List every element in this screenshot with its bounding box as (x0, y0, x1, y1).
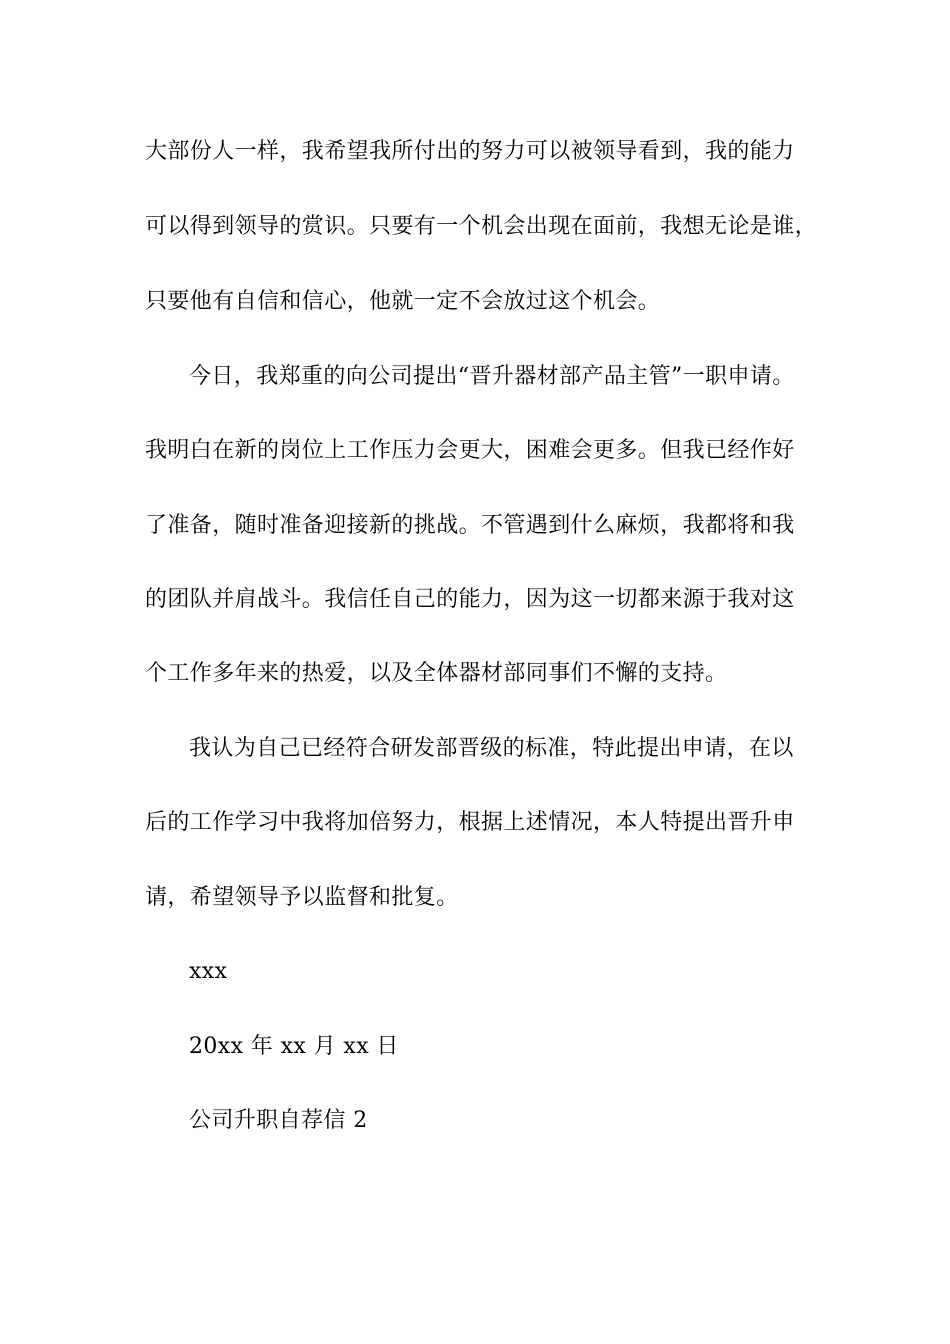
body-line-4: 今日，我郑重的向公司提出“晋升器材部产品主管”一职申请。 (189, 364, 795, 389)
body-line-3: 只要他有自信和信心，他就一定不会放过这个机会。 (145, 289, 661, 314)
body-line-7: 的团队并肩战斗。我信任自己的能力，因为这一切都来源于我对这 (145, 587, 795, 612)
body-line-5: 我明白在新的岗位上工作压力会更大，困难会更多。但我已经作好 (145, 438, 795, 463)
body-line-1: 大部份人一样，我希望我所付出的努力可以被领导看到，我的能力 (145, 139, 795, 164)
body-line-8: 个工作多年来的热爱，以及全体器材部同事们不懈的支持。 (145, 661, 728, 686)
date: 20xx 年 xx 月 xx 日 (189, 1034, 399, 1059)
body-line-9: 我认为自己已经符合研发部晋级的标准，特此提出申请，在以 (189, 736, 794, 761)
signature: xxx (189, 959, 228, 984)
body-line-2: 可以得到领导的赏识。只要有一个机会出现在面前，我想无论是谁， (145, 214, 818, 239)
section-title: 公司升职自荐信 2 (189, 1108, 368, 1133)
body-line-10: 后的工作学习中我将加倍努力，根据上述情况，本人特提出晋升申 (145, 810, 795, 835)
body-line-6: 了准备，随时准备迎接新的挑战。不管遇到什么麻烦，我都将和我 (145, 513, 795, 538)
body-line-11: 请，希望领导予以监督和批复。 (145, 885, 459, 910)
